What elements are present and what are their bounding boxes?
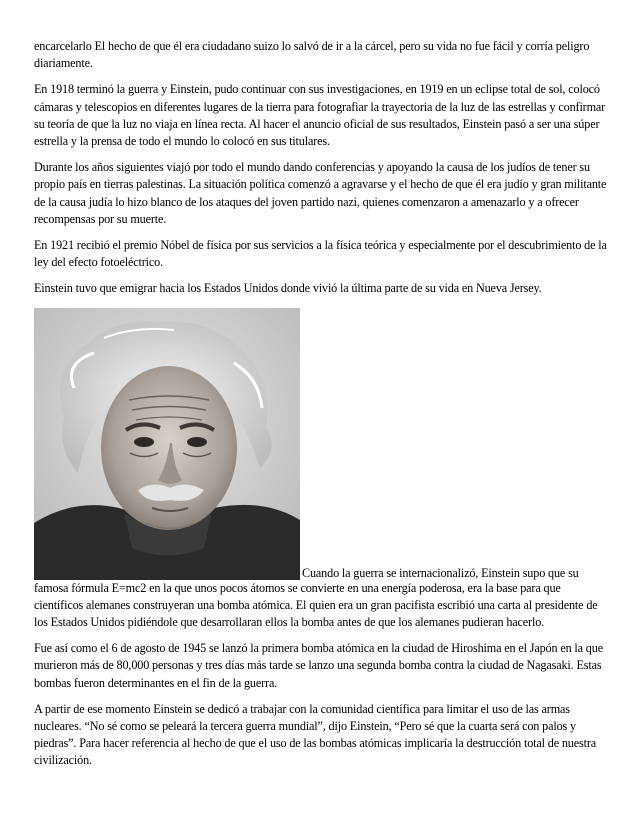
photo-row <box>34 308 608 580</box>
paragraph-nobel: En 1921 recibió el premio Nóbel de física por sus servicios a la física teórica y especialmente por el descubrimiento de la ley del efecto fotoeléctrico. <box>34 238 607 270</box>
paragraph-atomic-formula: famosa fórmula E=mc2 en la que unos pocos átomos se convierte en una energía poderosa, era la base para que científicos alemanes construyeran una bomba atómica. El quien era un gran pacifista escribió una carta al presidente de los Estados Unidos pidiéndole que desarrollaran ellos la bomba antes de que los alemanes pudieran hacerlo. <box>34 580 598 630</box>
photo-caption-start: Cuando la guerra se internacionalizó, Einstein supo que su <box>302 566 579 581</box>
paragraph-intro: encarcelarlo El hecho de que él era ciudadano suizo lo salvó de ir a la cárcel, pero su vida no fue fácil y corría peligro diariamente. <box>34 39 590 71</box>
paragraph-nuclear-limits: A partir de ese momento Einstein se dedicó a trabajar con la comunidad científica para limitar el uso de las armas nucleares. “No sé como se peleará la tercera guerra mundial”, dijo Einstein, “Pero sé que la cuarta será con palos y piedras”. Para hacer referencia al hecho de que el uso de las bombas atómicas implicaría la destrucción total de nuestra civilización. <box>34 701 597 768</box>
paragraph-emigration: Einstein tuvo que emigrar hacia los Estados Unidos donde vivió la última parte de su vida en Nueva Jersey. <box>34 281 542 296</box>
paragraph-hiroshima: Fue así como el 6 de agosto de 1945 se lanzó la primera bomba atómica en la ciudad de Hiroshima en el Japón en la que murieron más de 80,000 personas y tres días más tarde se lanzo una segunda bomba contra la ciudad de Nagasaki. Estas bombas fueron determinantes en el fin de la guerra. <box>34 641 603 690</box>
paragraph-1918: En 1918 terminó la guerra y Einstein, pudo continuar con sus investigaciones, en 1919 en un eclipse total de sol, colocó cámaras y telescopios en diferentes lugares de la tierra para fotografiar la trayectoria de la luz de las estrellas y confirmar su teoría de que la luz no viaja en línea recta. Al hacer el anuncio oficial de sus resultados, Einstein pasó a ser una súper estrella y la prensa de todo el mundo lo colocó en sus titulares. <box>34 82 606 149</box>
einstein-portrait <box>34 308 300 580</box>
document-page <box>34 38 608 779</box>
paragraph-travels: Durante los años siguientes viajó por todo el mundo dando conferencias y apoyando la causa de los judíos de tener su propio país en tierras palestinas. La situación política comenzó a agravarse y el hecho de que él era judío y gran militante de la causa judía lo hizo blanco de los ataques del joven partido nazi, quienes comenzaron a amenazarlo y a ofrecer recompensas por su muerte. <box>34 160 607 226</box>
